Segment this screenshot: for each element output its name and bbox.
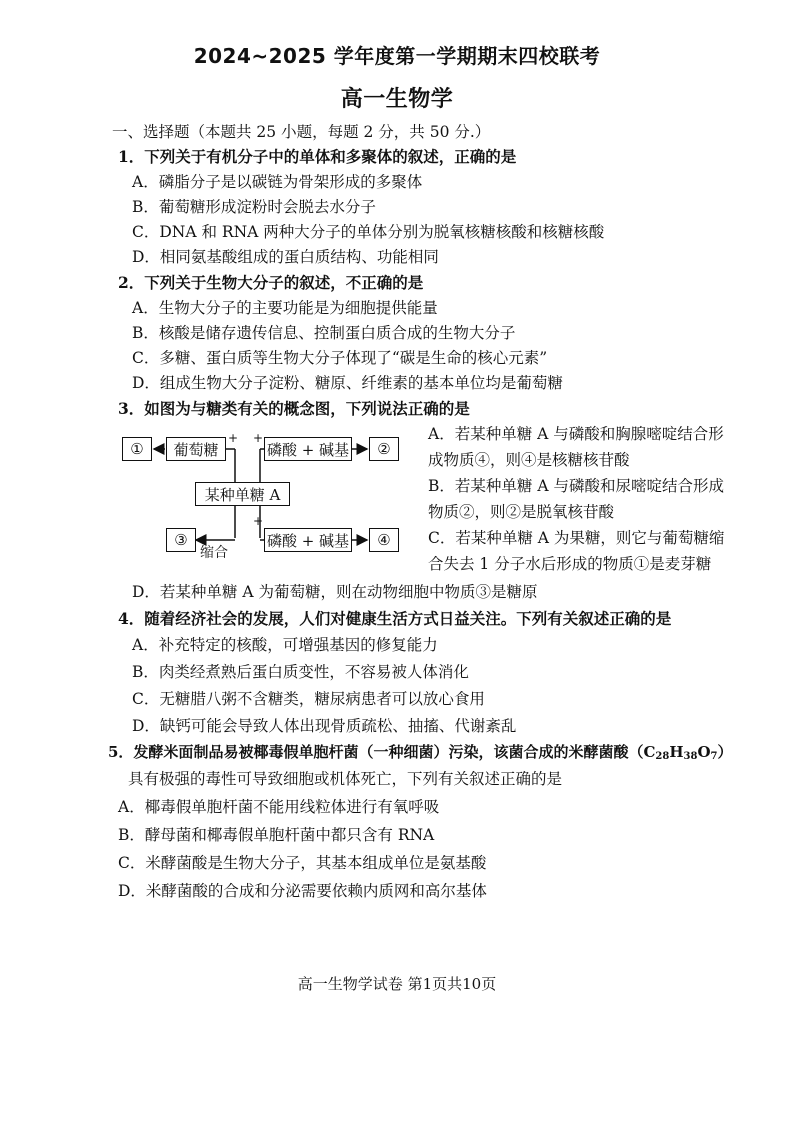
- q3-option-d: D．若某种单糖 A 为葡萄糖，则在动物细胞中物质③是糖原: [132, 583, 538, 601]
- q4-option-a: A．补充特定的核酸，可增强基因的修复能力: [132, 636, 438, 654]
- diagram-label-condense: 缩合: [200, 545, 228, 561]
- q4-option-c: C．无糖腊八粥不含糖类，糖尿病患者可以放心食用: [132, 690, 485, 708]
- q1-option-a: A．磷脂分子是以碳链为骨架形成的多聚体: [132, 173, 423, 191]
- q3-option-c-line1: C．若某种单糖 A 为果糖，则它与葡萄糖缩: [428, 529, 725, 547]
- diagram-node-phosphate-base-bottom: 磷酸 + 碱基: [264, 528, 352, 552]
- diagram-plus-2: +: [253, 431, 264, 445]
- q4-option-b: B．肉类经煮熟后蛋白质变性，不容易被人体消化: [132, 663, 469, 681]
- diagram-plus-1: +: [228, 431, 239, 445]
- section-heading: 一、选择题（本题共 25 小题，每题 2 分，共 50 分.）: [112, 123, 491, 141]
- diagram-node-2: ②: [369, 437, 399, 461]
- q4-stem: 4．随着经济社会的发展，人们对健康生活方式日益关注。下列有关叙述正确的是: [118, 609, 672, 628]
- q3-option-c-line2: 合失去 1 分子水后形成的物质①是麦芽糖: [428, 555, 712, 573]
- subject-title: 高一生物学: [340, 87, 454, 112]
- q1-option-d: D．相同氨基酸组成的蛋白质结构、功能相同: [132, 248, 439, 266]
- q1-option-b: B．葡萄糖形成淀粉时会脱去水分子: [132, 198, 376, 216]
- q2-option-b: B．核酸是储存遗传信息、控制蛋白质合成的生物大分子: [132, 324, 516, 342]
- q5-formula: $C_{28}H_{38}O_7$）: [643, 743, 733, 762]
- q3-option-b-line2: 物质②，则②是脱氧核苷酸: [428, 503, 615, 521]
- q2-stem: 2．下列关于生物大分子的叙述，不正确的是: [118, 273, 424, 292]
- q1-stem: 1．下列关于有机分子中的单体和多聚体的叙述，正确的是: [118, 147, 517, 166]
- diagram-node-phosphate-base-top: 磷酸 + 碱基: [264, 437, 352, 461]
- diagram-node-glucose: 葡萄糖: [166, 437, 226, 461]
- q5-stem-line1: [108, 741, 733, 762]
- q5-stem-line2: 具有极强的毒性可导致细胞或机体死亡，下列有关叙述正确的是: [128, 770, 563, 788]
- q5-option-c: C．米酵菌酸是生物大分子，其基本组成单位是氨基酸: [118, 854, 487, 872]
- q5-option-d: D．米酵菌酸的合成和分泌需要依赖内质网和高尔基体: [118, 882, 487, 900]
- exam-title: 2024~2025 学年度第一学期期末四校联考: [193, 44, 601, 68]
- q5-stem-text: 5．发酵米面制品易被椰毒假单胞杆菌（一种细菌）污染，该菌合成的米酵菌酸（: [108, 743, 644, 761]
- q5-option-b: B．酵母菌和椰毒假单胞杆菌中都只含有 RNA: [118, 826, 435, 844]
- diagram-node-1: ①: [122, 437, 152, 461]
- q4-option-d: D．缺钙可能会导致人体出现骨质疏松、抽搐、代谢紊乱: [132, 717, 517, 735]
- q5-option-a: A．椰毒假单胞杆菌不能用线粒体进行有氧呼吸: [118, 798, 440, 816]
- q2-option-d: D．组成生物大分子淀粉、糖原、纤维素的基本单位均是葡萄糖: [132, 374, 563, 392]
- diagram-node-4: ④: [369, 528, 399, 552]
- page-footer: 高一生物学试卷 第1页共10页: [297, 975, 497, 993]
- q2-option-a: A．生物大分子的主要功能是为细胞提供能量: [132, 299, 438, 317]
- q1-option-c: C．DNA 和 RNA 两种大分子的单体分别为脱氧核糖核酸和核糖核酸: [132, 223, 605, 241]
- q3-option-b-line1: B．若某种单糖 A 与磷酸和尿嘧啶结合形成: [428, 477, 724, 495]
- q2-option-c: C．多糖、蛋白质等生物大分子体现了“碳是生命的核心元素”: [132, 349, 548, 367]
- q3-option-a-line1: A．若某种单糖 A 与磷酸和胸腺嘧啶结合形: [428, 425, 724, 443]
- diagram-node-monosaccharide-a: 某种单糖 A: [195, 482, 290, 506]
- diagram-plus-3: +: [253, 514, 264, 528]
- q3-stem: 3．如图为与糖类有关的概念图，下列说法正确的是: [118, 399, 470, 418]
- diagram-node-3: ③: [166, 528, 196, 552]
- q3-option-a-line2: 成物质④，则④是核糖核苷酸: [428, 451, 630, 469]
